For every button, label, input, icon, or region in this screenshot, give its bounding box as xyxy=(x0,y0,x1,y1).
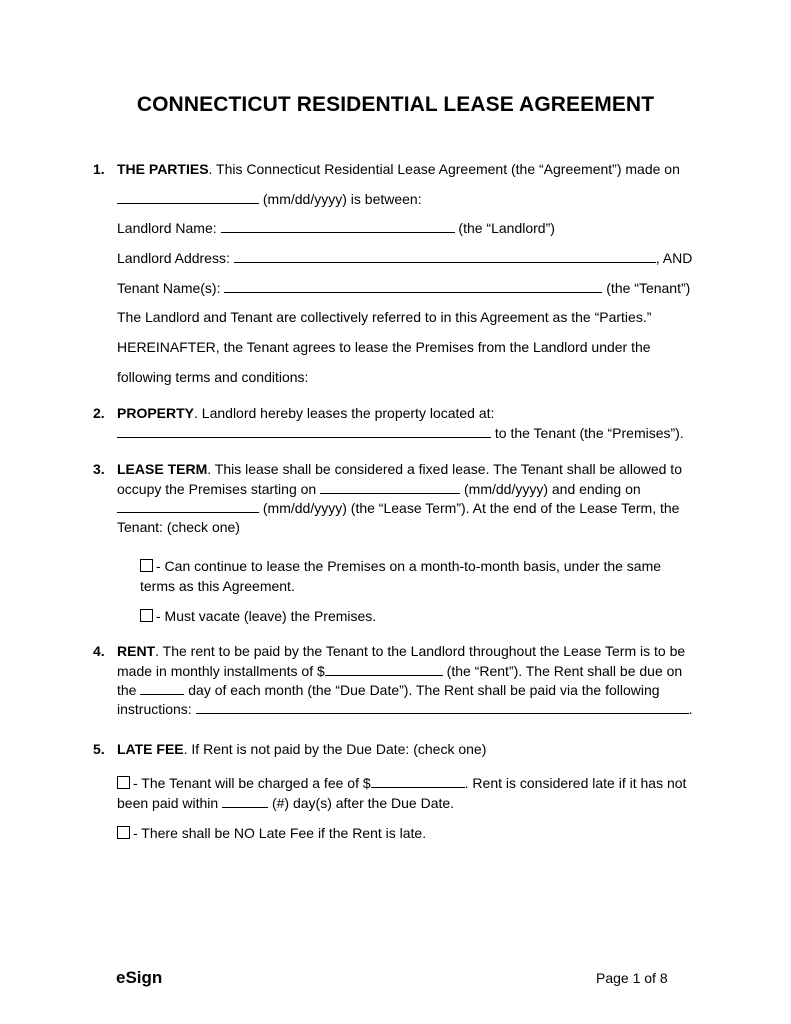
parties-text: . This Connecticut Residential Lease Agreement (the “Agreement”) made on xyxy=(208,161,680,177)
checkbox-icon[interactable] xyxy=(117,826,130,839)
lease-term-line-4: Tenant: (check one) xyxy=(117,519,240,535)
lease-term-end-text: (mm/dd/yyyy) (the “Lease Term”). At the end of the Lease Term, the xyxy=(259,500,680,516)
section-number: 5. xyxy=(93,741,105,757)
section-number: 1. xyxy=(93,161,105,177)
start-date-field[interactable] xyxy=(320,480,460,494)
the-text: the xyxy=(117,682,141,698)
month-to-month-option-cont: terms as this Agreement. xyxy=(140,578,295,594)
date-format-text: (mm/dd/yyyy) is between: xyxy=(259,191,422,207)
property-line-1 xyxy=(117,404,494,422)
late-fee-option-1-cont xyxy=(117,794,454,812)
landlord-name-line xyxy=(117,219,555,237)
checkbox-icon[interactable] xyxy=(140,609,153,622)
period-text: . xyxy=(688,701,693,717)
end-date-label: (mm/dd/yyyy) and ending on xyxy=(460,481,641,497)
late-days-field[interactable] xyxy=(222,794,268,808)
lease-term-text: . This lease shall be considered a fixed lease. The Tenant shall be allowed to xyxy=(207,461,682,477)
option-text: . Rent is considered late if it has not xyxy=(464,775,687,791)
instructions-label: instructions: xyxy=(117,701,196,717)
parties-paragraph-2: HEREINAFTER, the Tenant agrees to lease the Premises from the Landlord under the xyxy=(117,339,651,355)
parties-paragraph-3: following terms and conditions: xyxy=(117,369,309,385)
esign-logo: eSign xyxy=(116,968,163,987)
option-text: - Can continue to lease the Premises on a month-to-month basis, under the same xyxy=(156,558,662,574)
agreement-date-field[interactable] xyxy=(117,190,259,204)
checkbox-icon[interactable] xyxy=(117,776,130,789)
installment-label: made in monthly installments of $ xyxy=(117,663,325,679)
option-text: - The Tenant will be charged a fee of $ xyxy=(133,775,371,791)
document-title: CONNECTICUT RESIDENTIAL LEASE AGREEMENT xyxy=(136,93,655,116)
property-text: . Landlord hereby leases the property located at: xyxy=(194,405,495,421)
property-address-field[interactable] xyxy=(117,424,491,438)
end-date-field[interactable] xyxy=(117,499,259,513)
late-fee-text: . If Rent is not paid by the Due Date: (check one) xyxy=(183,741,487,757)
section-number: 2. xyxy=(93,405,105,421)
property-line-2 xyxy=(117,424,684,442)
and-text: , AND xyxy=(655,250,693,266)
parties-line-1 xyxy=(117,160,680,178)
section-number: 3. xyxy=(93,461,105,477)
option-text: - There shall be NO Late Fee if the Rent is late. xyxy=(133,825,427,841)
lease-term-line-1 xyxy=(117,460,682,478)
rent-line-1 xyxy=(117,642,685,660)
lease-term-line-3 xyxy=(117,499,679,517)
due-date-text: day of each month (the “Due Date”). The Rent shall be paid via the following xyxy=(184,682,660,698)
landlord-address-label: Landlord Address: xyxy=(117,250,234,266)
premises-text: to the Tenant (the “Premises”). xyxy=(491,425,684,441)
late-fee-line-1 xyxy=(117,740,486,758)
rent-due-text: (the “Rent”). The Rent shall be due on xyxy=(442,663,683,679)
landlord-address-field[interactable] xyxy=(234,249,656,263)
section-heading: PROPERTY xyxy=(117,405,195,421)
option-text: been paid within xyxy=(117,795,223,811)
section-number: 4. xyxy=(93,643,105,659)
checkbox-icon[interactable] xyxy=(140,559,153,572)
section-heading: THE PARTIES xyxy=(117,161,209,177)
section-heading: LEASE TERM xyxy=(117,461,208,477)
landlord-suffix: (the “Landlord”) xyxy=(454,220,555,236)
start-date-label: occupy the Premises starting on xyxy=(117,481,321,497)
section-heading: LATE FEE xyxy=(117,741,184,757)
vacate-option xyxy=(140,607,376,625)
tenant-name-label: Tenant Name(s): xyxy=(117,280,225,296)
rent-text: . The rent to be paid by the Tenant to the Landlord throughout the Lease Term is to be xyxy=(155,643,686,659)
tenant-name-field[interactable] xyxy=(224,279,602,293)
due-day-field[interactable] xyxy=(140,681,184,695)
rent-line-2 xyxy=(117,662,682,680)
late-fee-option-2 xyxy=(117,824,426,842)
rent-line-3 xyxy=(117,681,660,699)
payment-instructions-field[interactable] xyxy=(196,700,689,714)
option-text: (#) day(s) after the Due Date. xyxy=(268,795,455,811)
late-fee-option-1 xyxy=(117,774,686,792)
lease-term-line-2 xyxy=(117,480,641,498)
parties-paragraph-1: The Landlord and Tenant are collectively referred to in this Agreement as the “Parties.” xyxy=(117,309,652,325)
rent-line-4 xyxy=(117,700,692,718)
parties-line-2 xyxy=(117,190,422,208)
landlord-name-label: Landlord Name: xyxy=(117,220,221,236)
month-to-month-option xyxy=(140,557,661,575)
tenant-suffix: (the “Tenant”) xyxy=(602,280,691,296)
tenant-name-line xyxy=(117,279,690,297)
late-fee-amount-field[interactable] xyxy=(371,774,465,788)
page-number: Page 1 of 8 xyxy=(596,970,668,986)
rent-amount-field[interactable] xyxy=(325,662,443,676)
section-heading: RENT xyxy=(117,643,156,659)
option-text: - Must vacate (leave) the Premises. xyxy=(156,608,377,624)
landlord-address-line xyxy=(117,249,692,267)
landlord-name-field[interactable] xyxy=(221,219,455,233)
